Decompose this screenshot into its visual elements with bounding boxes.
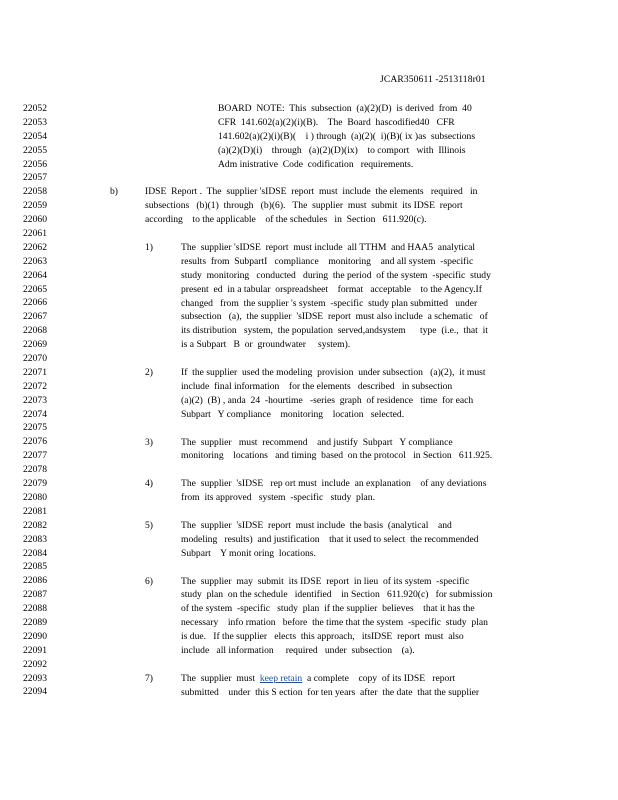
board-note-line: Adm inistrative Code codification requirements. [218, 158, 414, 170]
paragraph-line: The supplier 'sIDSE report must include all TTHM and HAA5 analytical [181, 242, 476, 253]
board-note-line: BOARD NOTE: This subsection (a)(2)(D) is derived from 40 [218, 103, 472, 114]
item-marker: 1) [145, 242, 153, 253]
line-number: 22054 [23, 130, 47, 142]
line-number: 22065 [23, 283, 47, 295]
line-number: 22083 [23, 533, 47, 545]
item-marker: 5) [145, 520, 153, 531]
item-1-text [181, 241, 491, 352]
paragraph-line: The supplier may submit its IDSE report in lieu of its system -specific [181, 575, 470, 587]
text-run: The supplier must [181, 673, 260, 684]
line-number: 22086 [23, 575, 47, 587]
line-number: 22087 [23, 589, 47, 601]
line-number: 22067 [23, 311, 47, 323]
paragraph-line: (a)(2) (B) , anda 24 -hourtime -series graph of residence time for each [181, 394, 474, 406]
line-number: 22090 [23, 630, 47, 642]
paragraph-line: study plan on the schedule identified in Section 611.920(c) for submission [181, 589, 493, 601]
line-number: 22062 [23, 241, 47, 253]
line-number-column [23, 102, 47, 699]
paragraph-line: present ed in a tabular orspreadsheet format acceptable to the Agency.If [181, 283, 482, 295]
paragraph-line: The supplier 'sIDSE report must include the basis (analytical and [181, 520, 452, 531]
line-number: 22063 [23, 255, 47, 267]
tracked-insertion: keep retain [259, 673, 303, 684]
line-number: 22085 [23, 561, 47, 573]
paragraph-line: of the system -specific study plan if the supplier believes that it has the [181, 603, 475, 615]
line-number: 22079 [23, 478, 47, 490]
line-number: 22071 [23, 366, 47, 378]
paragraph-line: IDSE Report . The supplier 'sIDSE report must include the elements required in [145, 186, 478, 198]
item-4-text [181, 477, 486, 505]
item-6-text [181, 575, 492, 658]
line-number: 22056 [23, 158, 47, 170]
item-marker: 7) [145, 673, 153, 684]
paragraph-line: Subpart Y compliance monitoring location selected. [181, 408, 405, 420]
line-number: 22074 [23, 408, 47, 420]
line-number: 22091 [23, 644, 47, 656]
line-number: 22080 [23, 491, 47, 503]
line-number: 22057 [23, 172, 47, 184]
board-note-line: CFR 141.602(a)(2)(i)(B). The Board hascodified40 CFR [218, 116, 455, 128]
line-number: 22077 [23, 450, 47, 462]
paragraph-line: include final information for the elements described in subsection [181, 380, 453, 392]
line-number: 22084 [23, 547, 47, 559]
subsection-marker: b) [110, 186, 118, 198]
paragraph-line: subsections (b)(1) through (b)(6). The supplier must submit its IDSE report [145, 200, 463, 212]
board-note [218, 102, 475, 171]
paragraph-line: If the supplier used the modeling provision under subsection (a)(2), it must [181, 367, 486, 379]
item-3-text [181, 436, 492, 464]
paragraph-line: subsection (a), the supplier 'sIDSE report must also include a schematic of [181, 311, 488, 323]
paragraph-line: results from SubpartI compliance monitoring and all system -specific [181, 255, 474, 267]
board-note-line: (a)(2)(D)(i) through (a)(2)(D)(ix) to comport with Illinois [218, 144, 466, 156]
board-note-line: 141.602(a)(2)(i)(B)( i ) through (a)(2)( i)(B)( ix )as subsections [218, 130, 476, 142]
line-number: 22093 [23, 672, 47, 684]
line-number: 22088 [23, 603, 47, 615]
line-number: 22075 [23, 422, 47, 434]
item-5-text [181, 519, 479, 561]
line-number: 22052 [23, 103, 47, 114]
line-number: 22058 [23, 186, 47, 198]
line-number: 22066 [23, 297, 47, 309]
paragraph-line: submitted under this S ection for ten years after the date that the supplier [181, 686, 480, 698]
line-number: 22059 [23, 200, 47, 212]
paragraph-line: study monitoring conducted during the period of the system -specific study [181, 269, 491, 281]
line-number: 22089 [23, 616, 47, 628]
text-run: a complete copy of its IDSE report [302, 673, 456, 684]
paragraph-line: monitoring locations and timing based on the protocol in Section 611.925. [181, 450, 493, 462]
line-number: 22078 [23, 464, 47, 476]
line-number: 22072 [23, 380, 47, 392]
item-marker: 2) [145, 367, 153, 379]
paragraph-line: is due. If the supplier elects this approach, itsIDSE report must also [181, 631, 464, 643]
line-number: 22053 [23, 116, 47, 128]
item-2-text [181, 366, 486, 422]
line-number: 22070 [23, 353, 47, 365]
paragraph-line: The supplier must recommend and justify Subpart Y compliance [181, 436, 453, 448]
line-number: 22068 [23, 325, 47, 337]
item-marker: 4) [145, 478, 153, 490]
item-marker: 3) [145, 436, 153, 448]
subsection-b-text [145, 185, 477, 227]
document-header: JCAR350611 -2513118r01 [380, 74, 486, 85]
line-number: 22060 [23, 214, 47, 226]
line-number: 22055 [23, 144, 47, 156]
line-number: 22076 [23, 436, 47, 448]
paragraph-line [181, 672, 479, 686]
line-number: 22094 [23, 686, 47, 698]
paragraph-line: according to the applicable of the schedules in Section 611.920(c). [145, 214, 427, 226]
line-number: 22061 [23, 228, 47, 240]
paragraph-line: The supplier 'sIDSE rep ort must include an explanation of any deviations [181, 478, 487, 490]
paragraph-line: include all information required under subsection (a). [181, 645, 415, 657]
paragraph-line: its distribution system, the population served,andsystem type (i.e., that it [181, 325, 488, 337]
line-number: 22073 [23, 394, 47, 406]
paragraph-line: changed from the supplier 's system -specific study plan submitted under [181, 297, 478, 309]
line-number: 22064 [23, 269, 47, 281]
line-number: 22092 [23, 658, 47, 670]
paragraph-line: necessary info rmation before the time that the system -specific study plan [181, 617, 488, 629]
paragraph-line: from its approved system -specific study plan. [181, 492, 375, 504]
line-number: 22082 [23, 519, 47, 531]
line-number: 22069 [23, 339, 47, 351]
item-marker: 6) [145, 575, 153, 587]
paragraph-line: is a Subpart B or groundwater system). [181, 339, 351, 351]
item-7-text [181, 672, 479, 700]
paragraph-line: Subpart Y monit oring locations. [181, 547, 316, 559]
line-number: 22081 [23, 505, 47, 517]
paragraph-line: modeling results) and justification that it used to select the recommended [181, 533, 479, 545]
